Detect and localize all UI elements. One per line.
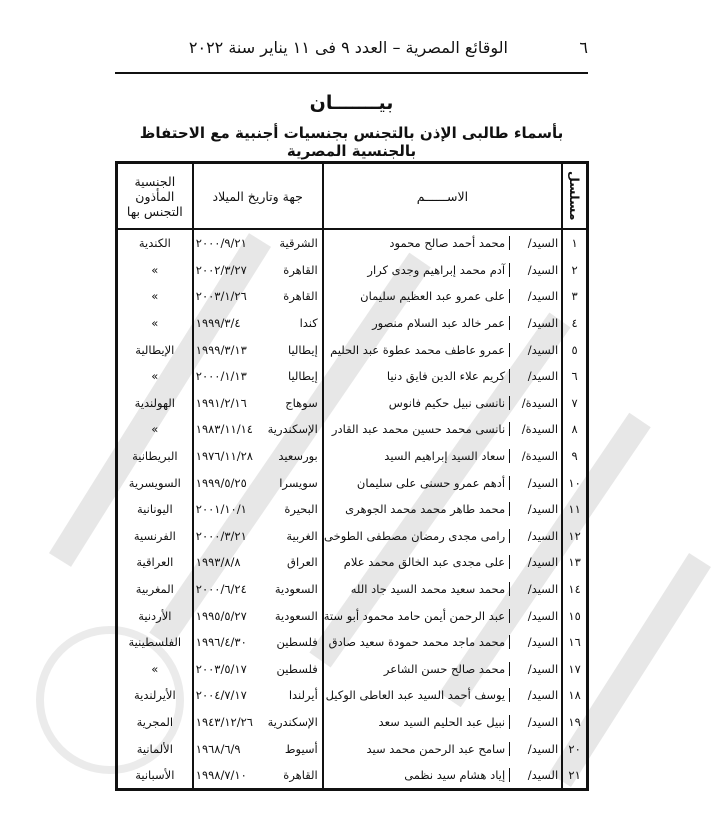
birth-cell [193, 523, 323, 550]
table-row [117, 709, 588, 736]
nationality-cell: الهولندية [117, 390, 193, 417]
serial-number: ٣ [571, 289, 578, 304]
header-divider [115, 72, 588, 74]
table-row [117, 229, 588, 257]
honorific: السيد/ [509, 502, 558, 516]
birth-date: ٢٠٠٠/٦/٢٤ [195, 582, 247, 597]
birth-cell [193, 363, 323, 390]
table-row [117, 416, 588, 443]
honorific: السيد/ [509, 742, 558, 756]
table-row [117, 549, 588, 576]
header-name: الاســــــم [323, 163, 562, 230]
honorific: السيد/ [509, 263, 558, 277]
nationality-cell: السويسرية [117, 469, 193, 496]
person-name: سعاد السيد إبراهيم السيد [384, 449, 506, 464]
serial-number: ٥ [571, 342, 578, 357]
person-name: نانسى نبيل حكيم فانوس [388, 395, 506, 410]
birth-cell [193, 443, 323, 470]
nationality-cell: الأردنية [117, 602, 193, 629]
birth-date: ٢٠٠١/١٠/١ [195, 502, 247, 517]
name-cell [323, 602, 562, 629]
honorific: السيدة/ [509, 422, 558, 436]
birth-date: ٢٠٠٢/٣/٢٧ [195, 262, 247, 277]
birth-place: الغربية [286, 528, 318, 543]
birth-date: ٢٠٠٠/١/١٣ [195, 369, 247, 384]
serial-number: ٧ [571, 395, 578, 410]
person-name: على مجدى عبد الخالق محمد علام [343, 555, 506, 570]
table-row [117, 656, 588, 683]
table-row [117, 576, 588, 603]
nationality-cell: » [117, 656, 193, 683]
person-name: إياد هشام سيد نظمى [404, 768, 506, 783]
birth-date: ١٩٩٦/٤/٣٠ [195, 635, 247, 650]
serial-number: ٦ [571, 369, 578, 384]
gazette-title: الوقائع المصرية – العدد ٩ فى ١١ يناير سنة ٢٠٢٢ [188, 38, 508, 57]
birth-date: ٢٠٠٠/٣/٢١ [195, 528, 247, 543]
honorific: السيد/ [509, 688, 558, 702]
birth-place: الشرقية [279, 236, 318, 251]
serial-number: ١١ [568, 502, 581, 517]
honorific: السيد/ [509, 343, 558, 357]
nationality-cell: الأسبانية [117, 762, 193, 790]
name-cell [323, 257, 562, 284]
name-cell [323, 762, 562, 790]
birth-cell [193, 682, 323, 709]
birth-place: الإسكندرية [267, 422, 318, 437]
serial-number: ١٦ [568, 635, 581, 650]
birth-place: أسيوط [284, 741, 318, 756]
serial-number: ٢٠ [568, 741, 581, 756]
name-cell [323, 390, 562, 417]
serial-number: ١٠ [568, 475, 581, 490]
birth-cell [193, 469, 323, 496]
name-cell [323, 523, 562, 550]
name-cell [323, 735, 562, 762]
serial-number: ٢١ [568, 768, 581, 783]
nationality-cell: » [117, 257, 193, 284]
name-cell [323, 656, 562, 683]
person-name: آدم محمد إبراهيم وجدى كرار [367, 262, 506, 277]
table-row [117, 310, 588, 337]
birth-date: ٢٠٠٣/١/٢٦ [195, 289, 247, 304]
honorific: السيد/ [509, 529, 558, 543]
nationality-cell: » [117, 283, 193, 310]
document-title: بيـــــــان [309, 92, 394, 114]
honorific: السيد/ [509, 369, 558, 383]
table-row [117, 336, 588, 363]
birth-date: ١٩٩٩/٣/١٣ [195, 342, 247, 357]
person-name: أدهم عمرو حسنى على سليمان [356, 475, 506, 490]
birth-date: ٢٠٠٣/٥/١٧ [195, 661, 247, 676]
birth-place: إيطاليا [287, 369, 318, 384]
name-cell [323, 496, 562, 523]
table-row [117, 443, 588, 470]
table-row [117, 523, 588, 550]
table-row [117, 469, 588, 496]
serial-number: ٢ [571, 262, 578, 277]
birth-date: ١٩٩٩/٣/٤ [195, 316, 241, 331]
table-row [117, 283, 588, 310]
birth-cell [193, 656, 323, 683]
honorific: السيد/ [509, 768, 558, 782]
honorific: السيد/ [509, 662, 558, 676]
person-name: يوسف أحمد السيد عبد العاطى الوكيل [325, 688, 506, 703]
nationality-cell: » [117, 416, 193, 443]
birth-place: السعودية [274, 608, 318, 623]
nationality-cell: الكندية [117, 229, 193, 257]
nationality-cell: العراقية [117, 549, 193, 576]
birth-date: ٢٠٠٤/٧/١٧ [195, 688, 247, 703]
honorific: السيدة/ [509, 396, 558, 410]
honorific: السيد/ [509, 289, 558, 303]
birth-place: القاهرة [283, 262, 318, 277]
birth-cell [193, 336, 323, 363]
birth-place: السعودية [274, 582, 318, 597]
nationality-cell: الفلسطينية [117, 629, 193, 656]
birth-place: إيطاليا [287, 342, 318, 357]
table-header-row [117, 163, 588, 230]
table-row [117, 762, 588, 790]
table-row [117, 390, 588, 417]
nationality-cell: المغربية [117, 576, 193, 603]
honorific: السيد/ [509, 609, 558, 623]
person-name: على عمرو عبد العظيم سليمان [360, 289, 506, 304]
birth-date: ٢٠٠٠/٩/٢١ [195, 236, 247, 251]
birth-date: ١٩٩٨/٧/١٠ [195, 768, 247, 783]
nationality-cell: » [117, 310, 193, 337]
birth-date: ١٩٧٦/١١/٢٨ [195, 449, 253, 464]
serial-number: ١ [571, 236, 578, 251]
birth-date: ١٩٩٩/٥/٢٥ [195, 475, 247, 490]
birth-place: البحيرة [284, 502, 318, 517]
birth-date: ١٩٨٣/١١/١٤ [195, 422, 253, 437]
name-cell [323, 416, 562, 443]
birth-cell [193, 629, 323, 656]
page-header [115, 34, 588, 62]
birth-place: بورسعيد [278, 449, 318, 464]
serial-number: ١٨ [568, 688, 581, 703]
serial-number: ١٧ [568, 661, 581, 676]
person-name: عمرو عاطف محمد عطوة عبد الحليم [330, 342, 506, 357]
nationality-cell: الألمانية [117, 735, 193, 762]
serial-number: ٨ [571, 422, 578, 437]
name-cell [323, 629, 562, 656]
birth-place: فلسطين [276, 661, 318, 676]
birth-cell [193, 549, 323, 576]
birth-place: كندا [299, 316, 318, 331]
header-serial: مسلسل [562, 163, 587, 230]
page-number: ٦ [579, 38, 588, 57]
applicants-table [115, 161, 589, 791]
serial-number: ١٥ [568, 608, 581, 623]
birth-cell [193, 390, 323, 417]
birth-place: فلسطين [276, 635, 318, 650]
birth-cell [193, 416, 323, 443]
birth-cell [193, 602, 323, 629]
person-name: نانسى محمد حسين محمد عبد القادر [331, 422, 506, 437]
name-cell [323, 576, 562, 603]
serial-number: ١٩ [568, 714, 581, 729]
birth-cell [193, 709, 323, 736]
person-name: نبيل عبد الحليم السيد سعد [378, 714, 506, 729]
table-row [117, 363, 588, 390]
header-birth: جهة وتاريخ الميلاد [193, 163, 323, 230]
honorific: السيد/ [509, 582, 558, 596]
name-cell [323, 443, 562, 470]
honorific: السيد/ [509, 476, 558, 490]
table-row [117, 496, 588, 523]
serial-number: ١٣ [568, 555, 581, 570]
serial-number: ٩ [571, 449, 578, 464]
honorific: السيد/ [509, 555, 558, 569]
document-subtitle: بأسماء طالبى الإذن بالتجنس بجنسيات أجنبية مع الاحتفاظ بالجنسية المصرية [139, 124, 564, 160]
birth-cell [193, 762, 323, 790]
birth-cell [193, 310, 323, 337]
person-name: محمد طاهر محمد محمد الجوهرى [345, 502, 506, 517]
nationality-cell: الفرنسية [117, 523, 193, 550]
honorific: السيد/ [509, 316, 558, 330]
serial-number: ١٤ [568, 582, 581, 597]
honorific: السيد/ [509, 236, 558, 250]
person-name: عبد الرحمن أيمن حامد محمود أبو ستة [323, 608, 506, 623]
name-cell [323, 336, 562, 363]
birth-place: الإسكندرية [267, 714, 318, 729]
name-cell [323, 682, 562, 709]
table-row [117, 257, 588, 284]
nationality-cell: البريطانية [117, 443, 193, 470]
person-name: محمد ماجد محمد حمودة سعيد صادق [328, 635, 506, 650]
honorific: السيد/ [509, 635, 558, 649]
person-name: كريم علاء الدين فايق دنيا [386, 369, 506, 384]
birth-place: العراق [287, 555, 318, 570]
birth-place: أيرلندا [288, 688, 318, 703]
nationality-cell: » [117, 363, 193, 390]
person-name: عمر خالد عبد السلام منصور [372, 316, 506, 331]
name-cell [323, 469, 562, 496]
name-cell [323, 229, 562, 257]
name-cell [323, 283, 562, 310]
table-row [117, 735, 588, 762]
birth-date: ١٩٩١/٢/١٦ [195, 395, 247, 410]
birth-date: ١٩٩٣/٨/٨ [195, 555, 241, 570]
name-cell [323, 709, 562, 736]
person-name: محمد صالح حسن الشاعر [383, 661, 506, 676]
birth-date: ١٩٤٣/١٢/٢٦ [195, 714, 253, 729]
nationality-cell: الأيرلندية [117, 682, 193, 709]
serial-number: ١٢ [568, 528, 581, 543]
birth-cell [193, 283, 323, 310]
nationality-cell: المجرية [117, 709, 193, 736]
honorific: السيدة/ [509, 449, 558, 463]
birth-date: ١٩٦٨/٦/٩ [195, 741, 241, 756]
table-row [117, 682, 588, 709]
birth-cell [193, 735, 323, 762]
nationality-cell: الإيطالية [117, 336, 193, 363]
honorific: السيد/ [509, 715, 558, 729]
name-cell [323, 549, 562, 576]
birth-cell [193, 496, 323, 523]
nationality-cell: اليونانية [117, 496, 193, 523]
header-nationality: الجنسية المأذون التجنس بها [117, 163, 193, 230]
birth-cell [193, 576, 323, 603]
birth-place: سوهاج [285, 395, 318, 410]
table-row [117, 629, 588, 656]
birth-place: القاهرة [283, 768, 318, 783]
birth-cell [193, 229, 323, 257]
serial-number: ٤ [571, 316, 578, 331]
person-name: محمد أحمد صالح محمود [389, 236, 506, 251]
name-cell [323, 363, 562, 390]
birth-place: سويسرا [279, 475, 318, 490]
birth-cell [193, 257, 323, 284]
person-name: محمد سعيد محمد السيد جاد الله [350, 582, 506, 597]
birth-date: ١٩٩٥/٥/٢٧ [195, 608, 247, 623]
name-cell [323, 310, 562, 337]
person-name: سامح عبد الرحمن محمد سيد [366, 741, 506, 756]
birth-place: القاهرة [283, 289, 318, 304]
person-name: رامى مجدى رمضان مصطفى الطوخى [324, 528, 506, 543]
table-row [117, 602, 588, 629]
